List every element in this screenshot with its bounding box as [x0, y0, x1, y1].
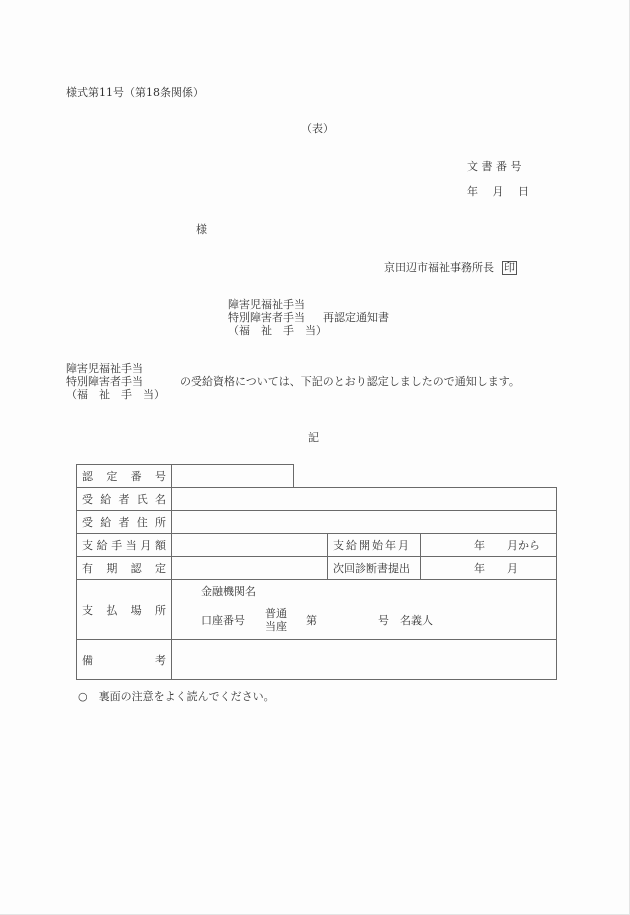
seal-icon: 印: [504, 261, 515, 274]
title-suffix: 再認定通知書: [323, 311, 389, 324]
issuer-name: 京田辺市福祉事務所長: [384, 261, 494, 274]
label-certification-number: 認 定 番 号: [82, 470, 166, 483]
fixed-term-certification-field[interactable]: [172, 557, 327, 579]
label-recipient-name: 受 給 者 氏 名: [82, 493, 166, 506]
title-allowance-2: 特別障害者手当: [228, 311, 305, 324]
label-recipient-address: 受 給 者 住 所: [82, 516, 166, 529]
issuer: [384, 261, 517, 275]
account-type-ordinary: 普通: [265, 607, 287, 620]
account-number-label: 口座番号: [201, 614, 245, 627]
body-allowance-3: （福 祉 手 当）: [66, 388, 165, 401]
label-payment-location: 支 払 場 所: [82, 603, 166, 617]
payment-start-field[interactable]: 年 月から: [474, 539, 540, 552]
account-type-checking: 当座: [265, 620, 287, 633]
certification-number-field[interactable]: [172, 465, 293, 487]
date-label: 年 月 日: [467, 185, 529, 198]
addressee-suffix: 様: [196, 223, 207, 236]
account-type: [265, 607, 287, 633]
payment-location-field[interactable]: [172, 580, 556, 639]
label-monthly-allowance: 支 給 手 当 月 額: [82, 539, 166, 552]
form-id: 様式第11号（第18条関係）: [66, 86, 204, 99]
bank-name-label: 金融機関名: [201, 585, 256, 598]
body-allowance-2: 特別障害者手当: [66, 375, 143, 388]
label-fixed-term-certification: 有 期 認 定: [82, 562, 166, 575]
title-allowance-3: （福 祉 手 当）: [228, 324, 327, 337]
recipient-address-field[interactable]: [172, 511, 556, 533]
title-allowances: [228, 298, 327, 337]
label-payment-start: 支給開始年月: [333, 539, 411, 552]
title-allowance-1: 障害児福祉手当: [228, 298, 305, 311]
next-medical-certificate-field[interactable]: 年 月: [474, 562, 518, 575]
monthly-allowance-field[interactable]: [172, 534, 327, 556]
back-side-note: ○ 裏面の注意をよく読んでください。: [78, 690, 275, 703]
body-text: の受給資格については、下記のとおり認定しましたので通知します。: [180, 375, 520, 388]
recipient-name-field[interactable]: [172, 488, 556, 510]
body-allowance-1: 障害児福祉手当: [66, 362, 143, 375]
account-holder-label: 名義人: [400, 614, 433, 627]
body-allowances: [66, 362, 165, 401]
remarks-field[interactable]: [172, 640, 556, 679]
label-remarks: 備 考: [82, 653, 166, 667]
document-number-label: 文 書 番 号: [467, 160, 522, 173]
side-indicator: （表）: [301, 122, 334, 135]
go-label: 号: [378, 614, 389, 627]
label-next-medical-certificate: 次回診断書提出: [333, 562, 410, 575]
dai-label: 第: [306, 614, 317, 627]
ki-heading: 記: [308, 431, 319, 444]
